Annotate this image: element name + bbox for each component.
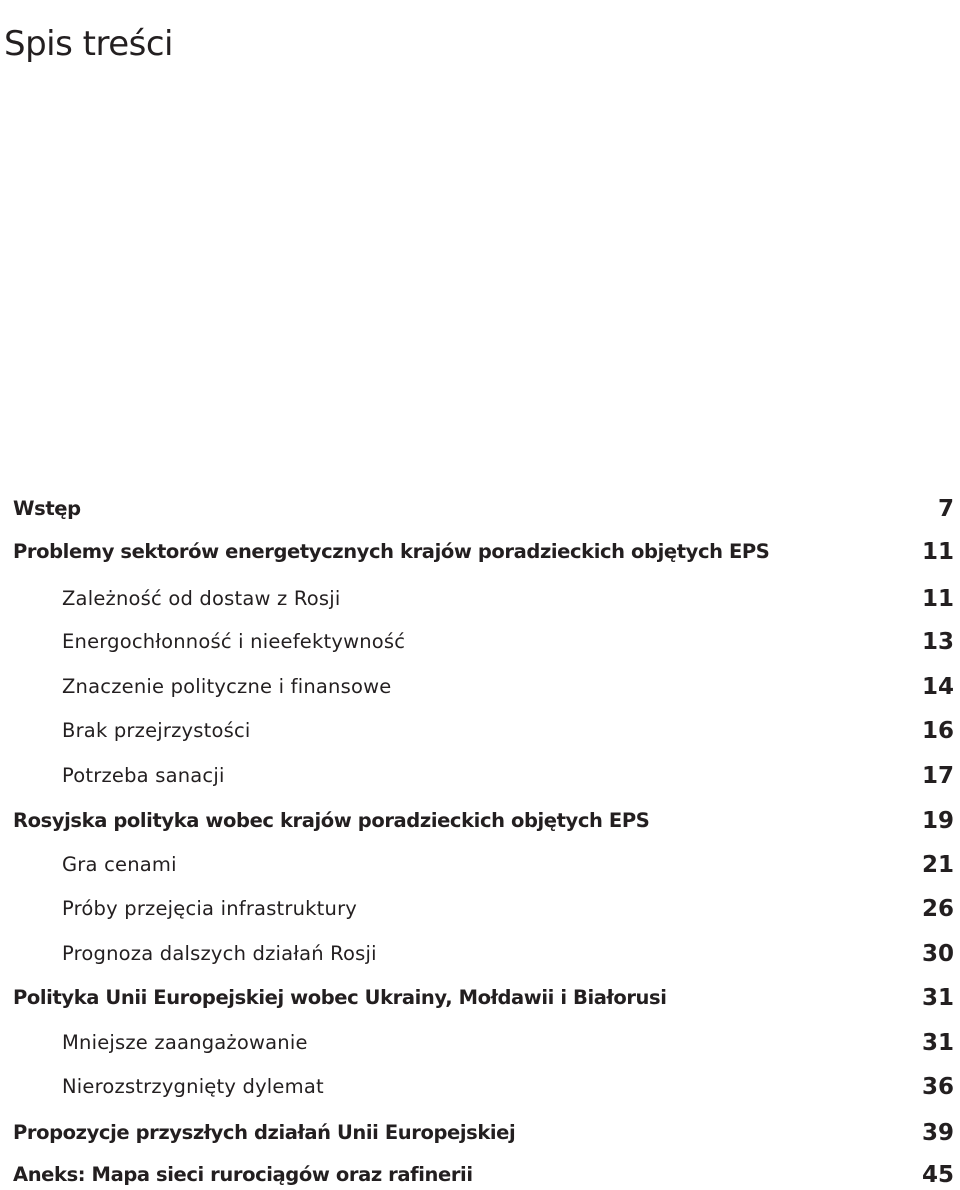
toc-entry[interactable] xyxy=(0,494,960,524)
toc-entry-page-number: 31 xyxy=(921,985,954,1011)
toc-entry-page-number: 39 xyxy=(921,1120,954,1146)
toc-entry-page-number: 11 xyxy=(921,586,954,612)
toc-entry[interactable] xyxy=(0,716,960,746)
toc-entry-page-number: 16 xyxy=(921,718,954,744)
page-title: Spis treści xyxy=(4,23,173,64)
toc-entry-page-number: 7 xyxy=(937,496,954,522)
toc-entry[interactable] xyxy=(0,1160,960,1190)
toc-entry[interactable] xyxy=(0,983,960,1013)
toc-entry[interactable] xyxy=(0,584,960,614)
toc-entry-title: Wstęp xyxy=(13,497,81,520)
toc-entry-page-number: 21 xyxy=(921,852,954,878)
toc-entry[interactable] xyxy=(0,672,960,702)
toc-entry-page-number: 31 xyxy=(921,1030,954,1056)
toc-entry[interactable] xyxy=(0,537,960,567)
toc-entry-page-number: 30 xyxy=(921,941,954,967)
toc-entry[interactable] xyxy=(0,761,960,791)
toc-entry-page-number: 17 xyxy=(921,763,954,789)
toc-entry-title: Znaczenie polityczne i finansowe xyxy=(62,675,392,698)
toc-entry-page-number: 45 xyxy=(921,1162,954,1188)
toc-entry-title: Polityka Unii Europejskiej wobec Ukrainy, Mołdawii i Białorusi xyxy=(13,986,667,1009)
toc-entry-title: Potrzeba sanacji xyxy=(62,764,225,787)
toc-entry-title: Nierozstrzygnięty dylemat xyxy=(62,1075,324,1098)
toc-entry-title: Rosyjska polityka wobec krajów poradzieckich objętych EPS xyxy=(13,809,650,832)
toc-entry-title: Brak przejrzystości xyxy=(62,719,251,742)
toc-entry-page-number: 19 xyxy=(921,808,954,834)
toc-entry[interactable] xyxy=(0,627,960,657)
toc-entry[interactable] xyxy=(0,806,960,836)
toc-entry[interactable] xyxy=(0,1028,960,1058)
toc-entry-title: Prognoza dalszych działań Rosji xyxy=(62,942,377,965)
toc-entry[interactable] xyxy=(0,1118,960,1148)
toc-entry-page-number: 13 xyxy=(921,629,954,655)
toc-entry-title: Próby przejęcia infrastruktury xyxy=(62,897,358,920)
toc-entry-page-number: 11 xyxy=(921,539,954,565)
toc-entry[interactable] xyxy=(0,1072,960,1102)
toc-entry-title: Energochłonność i nieefektywność xyxy=(62,630,406,653)
toc-entry-page-number: 14 xyxy=(921,674,954,700)
toc-entry[interactable] xyxy=(0,939,960,969)
toc-entry[interactable] xyxy=(0,894,960,924)
toc-entry-page-number: 36 xyxy=(921,1074,954,1100)
toc-entry-title: Propozycje przyszłych działań Unii Europejskiej xyxy=(13,1121,516,1144)
toc-entry-title: Gra cenami xyxy=(62,853,177,876)
toc-entry-page-number: 26 xyxy=(921,896,954,922)
toc-entry-title: Zależność od dostaw z Rosji xyxy=(62,587,341,610)
toc-entry-title: Aneks: Mapa sieci rurociągów oraz rafinerii xyxy=(13,1163,473,1186)
toc-entry-title: Mniejsze zaangażowanie xyxy=(62,1031,308,1054)
toc-entry-title: Problemy sektorów energetycznych krajów poradzieckich objętych EPS xyxy=(13,540,770,563)
toc-entry[interactable] xyxy=(0,850,960,880)
